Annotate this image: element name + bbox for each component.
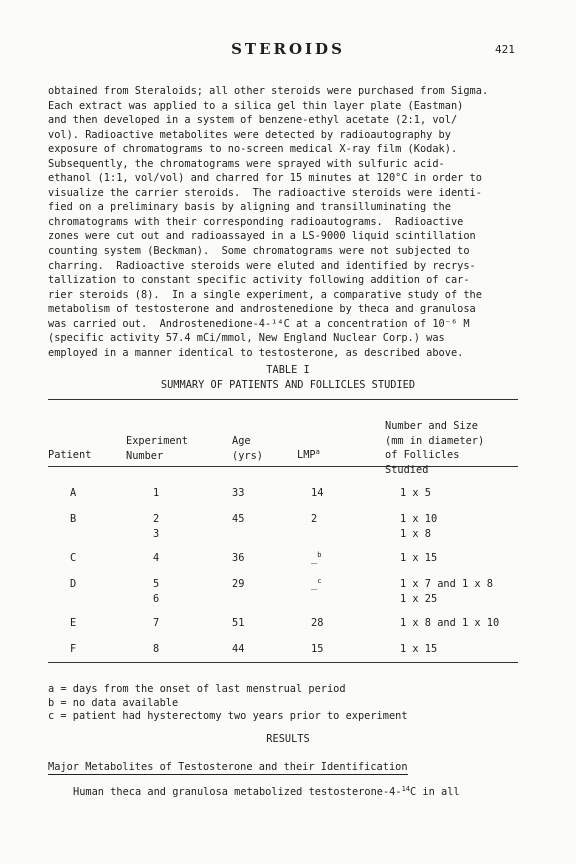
table-cell-lmp bbox=[311, 642, 323, 657]
table-cell-age: 45 bbox=[232, 513, 245, 525]
lmp-value: 28 bbox=[311, 617, 324, 629]
paragraph-line: ethanol (1:1, vol/vol) and charred for 15 minutes at 120°C in order to bbox=[48, 172, 482, 185]
paragraph-line: (specific activity 57.4 mCi/mmol, New England Nuclear Corp.) was bbox=[48, 332, 445, 345]
table-cell-lmp bbox=[311, 486, 323, 501]
table-cell-follicles: 1 x 15 bbox=[400, 552, 438, 564]
table-cell-lmp bbox=[311, 551, 321, 566]
table-cell-age: 33 bbox=[232, 487, 245, 499]
table-title: SUMMARY OF PATIENTS AND FOLLICLES STUDIED bbox=[160, 379, 416, 391]
footnote: a = days from the onset of last menstrual period bbox=[48, 683, 346, 695]
table-top-rule bbox=[48, 399, 518, 400]
isotope-superscript: 14 bbox=[401, 785, 410, 793]
table-header-rule bbox=[48, 466, 518, 467]
results-text-start: Human theca and granulosa metabolized testosterone-4- bbox=[73, 786, 402, 798]
table-cell-patient: F bbox=[70, 643, 77, 655]
table-cell-patient: D bbox=[70, 578, 77, 590]
lmp-value: 2 bbox=[311, 513, 318, 525]
table-cell-patient: E bbox=[70, 617, 77, 629]
table-cell-patient: B bbox=[70, 513, 77, 525]
paragraph-line: counting system (Beckman). Some chromatograms were not subjected to bbox=[48, 245, 470, 258]
lmp-footnote-mark: b bbox=[317, 551, 322, 559]
results-heading: RESULTS bbox=[266, 733, 310, 745]
paragraph-line: rier steroids (8). In a single experiment, a comparative study of the bbox=[48, 288, 482, 301]
table-label: TABLE I bbox=[266, 364, 310, 376]
header-lmp bbox=[297, 448, 320, 463]
lmp-value: 14 bbox=[311, 487, 324, 499]
table-cell-age: 29 bbox=[232, 578, 245, 590]
header-experiment: Experiment Number bbox=[126, 435, 188, 462]
footnote: b = no data available bbox=[48, 696, 179, 709]
paragraph-line: Each extract was applied to a silica gel thin layer plate (Eastman) bbox=[48, 99, 464, 112]
table-cell-follicles: 1 x 5 bbox=[400, 487, 431, 499]
paragraph-line: visualize the carrier steroids. The radioactive steroids were identi- bbox=[48, 186, 482, 199]
paragraph-line: zones were cut out and radioassayed in a LS-9000 liquid scintillation bbox=[48, 230, 476, 243]
header-age: Age (yrs) bbox=[232, 435, 263, 462]
header-lmp-footnote-mark: a bbox=[315, 448, 320, 456]
lmp-footnote-mark: c bbox=[317, 577, 322, 585]
paragraph-line: employed in a manner identical to testosterone, as described above. bbox=[48, 346, 464, 359]
table-cell-lmp bbox=[311, 616, 323, 631]
lmp-value: 15 bbox=[311, 643, 324, 655]
table-cell-experiment: 5 6 bbox=[153, 578, 160, 605]
paragraph-line: tallization to constant specific activity following addition of car- bbox=[48, 274, 470, 287]
paragraph-line: charring. Radioactive steroids were eluted and identified by recrys- bbox=[48, 259, 476, 272]
paragraph-line: chromatograms with their corresponding radioautograms. Radioactive bbox=[48, 215, 464, 228]
page-number: 421 bbox=[495, 43, 515, 56]
table-cell-experiment: 8 bbox=[153, 643, 160, 655]
table-cell-follicles: 1 x 8 and 1 x 10 bbox=[400, 617, 500, 629]
table-cell-age: 36 bbox=[232, 552, 245, 564]
table-cell-lmp bbox=[311, 577, 321, 592]
paragraph-line: metabolism of testosterone and androstenedione by theca and granulosa bbox=[48, 303, 476, 316]
paragraph-line: was carried out. Androstenedione-4-¹⁴C at a concentration of 10⁻⁶ M bbox=[48, 317, 470, 330]
lmp-value: _ bbox=[311, 552, 318, 564]
paragraph-line: Subsequently, the chromatograms were sprayed with sulfuric acid- bbox=[48, 157, 445, 170]
header-lmp-text: LMP bbox=[297, 449, 316, 461]
results-subheading: Major Metabolites of Testosterone and their Identification bbox=[48, 761, 408, 773]
header-patient: Patient bbox=[48, 449, 92, 461]
paragraph-line: fied on a preliminary basis by aligning and transilluminating the bbox=[48, 201, 451, 214]
table-cell-patient: A bbox=[70, 487, 77, 499]
lmp-value: _ bbox=[311, 578, 318, 590]
table-cell-patient: C bbox=[70, 552, 77, 564]
table-cell-follicles: 1 x 7 and 1 x 8 1 x 25 bbox=[400, 578, 493, 605]
paragraph-line: vol). Radioactive metabolites were detected by radioautography by bbox=[48, 128, 451, 141]
table-cell-experiment: 1 bbox=[153, 487, 160, 499]
paragraph-line: obtained from Steraloids; all other steroids were purchased from Sigma. bbox=[48, 85, 489, 97]
running-title: STEROIDS bbox=[231, 40, 345, 58]
methods-paragraph bbox=[48, 84, 518, 360]
paragraph-line: and then developed in a system of benzene-ethyl acetate (2:1, vol/ bbox=[48, 114, 458, 127]
table-cell-follicles: 1 x 10 1 x 8 bbox=[400, 513, 438, 540]
header-follicles: Number and Size (mm in diameter) of Follicles Studied bbox=[385, 420, 485, 476]
table-cell-experiment: 4 bbox=[153, 552, 160, 564]
table-cell-experiment: 7 bbox=[153, 617, 160, 629]
table-footnotes bbox=[48, 683, 518, 724]
results-text-end: C in all bbox=[410, 786, 460, 798]
paragraph-line: exposure of chromatograms to no-screen medical X-ray film (Kodak). bbox=[48, 143, 458, 156]
table-cell-lmp bbox=[311, 512, 317, 527]
table-cell-follicles: 1 x 15 bbox=[400, 643, 438, 655]
table-cell-experiment: 2 3 bbox=[153, 513, 160, 540]
table-bottom-rule bbox=[48, 662, 518, 663]
table-cell-age: 44 bbox=[232, 643, 245, 655]
results-paragraph bbox=[73, 786, 460, 798]
table-cell-age: 51 bbox=[232, 617, 245, 629]
footnote: c = patient had hysterectomy two years prior to experiment bbox=[48, 710, 408, 722]
